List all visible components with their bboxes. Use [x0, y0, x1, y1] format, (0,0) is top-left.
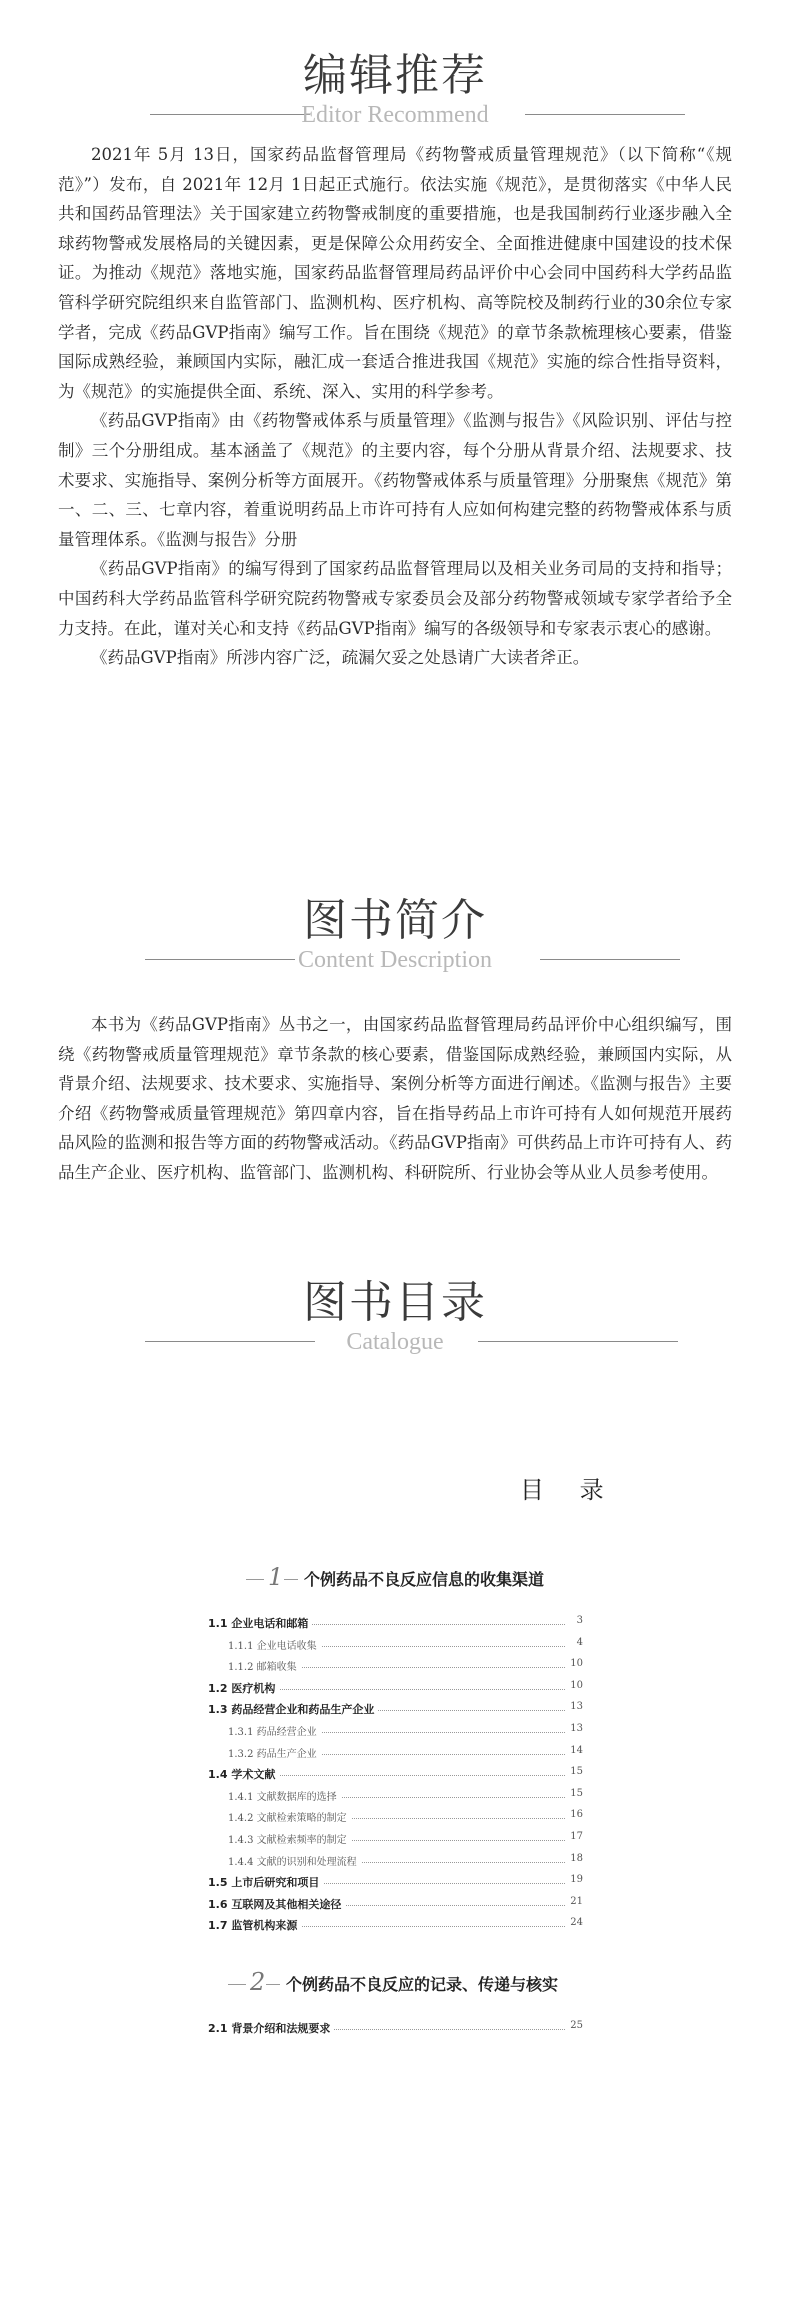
toc-entry-label: 1.1.1 企业电话收集	[228, 1637, 321, 1652]
toc-entry-label: 1.4.1 文献数据库的选择	[228, 1788, 341, 1803]
toc-entry[interactable]	[228, 1831, 583, 1847]
toc-page-number: 10	[570, 1658, 583, 1670]
toc-entry-label: 1.3.2 药品生产企业	[228, 1745, 321, 1760]
toc-entry-label: 1.4.2 文献检索策略的制定	[228, 1809, 351, 1824]
toc-page-number: 15	[570, 1766, 583, 1778]
paragraph: 2021年 5月 13日，国家药品监督管理局《药物警戒质量管理规范》（以下简称“《规范》”）发布，自 2021年 12月 1日起正式施行。依法实施《规范》，是贯彻落实《中华人民共和国药品管理法》关于国家建立药物警戒制度的重要措施，也是我国制药行业逐步融入全球药物警戒发展格局的关键因素，更是保障公众用药安全、全面推进健康中国建设的技术保证。为推动《规范》落地实施，国家药品监督管理局药品评价中心会同中国药科大学药品监管科学研究院组织来自监管部门、监测机构、医疗机构、高等院校及制药行业的30余位专家学者，完成《药品GVP指南》编写工作。旨在围绕《规范》的章节条款梳理核心要素，借鉴国际成熟经验，兼顾国内实际，融汇成一套适合推进我国《规范》实施的综合性指导资料，为《规范》的实施提供全面、系统、深入、实用的科学参考。	[58, 145, 732, 401]
toc-entry[interactable]	[208, 1680, 583, 1696]
chapter-number: 1	[268, 1563, 284, 1591]
toc-entry-label: 1.6 互联网及其他相关途径	[208, 1896, 345, 1912]
content-title-zh: 图书简介	[303, 895, 487, 946]
toc-page-number: 15	[570, 1787, 583, 1799]
editor-recommend-text	[58, 140, 732, 673]
chapter-dash-left	[246, 1579, 264, 1580]
toc-entry-label: 1.1 企业电话和邮箱	[208, 1615, 312, 1631]
toc-page-number: 10	[570, 1679, 583, 1691]
toc-entry[interactable]	[228, 1658, 583, 1674]
chapter-dash-right	[284, 1579, 298, 1580]
toc-page-number: 13	[570, 1723, 583, 1734]
catalogue-title-zh: 图书目录	[303, 1277, 487, 1328]
toc-entry-label: 1.4.4 文献的识别和处理流程	[228, 1853, 361, 1868]
toc-entry[interactable]	[208, 2020, 583, 2036]
toc-entry[interactable]	[228, 1809, 583, 1825]
toc-entry-label: 2.1 背景介绍和法规要求	[208, 2020, 334, 2036]
toc-entry-label: 1.7 监管机构来源	[208, 1917, 301, 1933]
toc-entry-label: 1.4.3 文献检索频率的制定	[228, 1831, 351, 1846]
chapter-dash-left	[228, 1984, 246, 1985]
toc-entry-label: 1.5 上市后研究和项目	[208, 1874, 323, 1890]
toc-page-number: 25	[570, 2020, 583, 2031]
toc-page-number: 14	[570, 1744, 583, 1756]
toc-page-number: 17	[570, 1831, 583, 1842]
editor-title-zh: 编辑推荐	[303, 50, 487, 101]
toc-entry[interactable]	[208, 1701, 583, 1717]
chapter-heading	[0, 1565, 790, 1595]
toc-page-number: 13	[570, 1701, 583, 1713]
toc-page-number: 18	[570, 1852, 583, 1864]
toc-entry-label: 1.4 学术文献	[208, 1766, 279, 1782]
toc-entry[interactable]	[228, 1788, 583, 1804]
toc-entry[interactable]	[228, 1853, 583, 1869]
toc-entry-label: 1.3 药品经营企业和药品生产企业	[208, 1701, 378, 1717]
chapter-heading	[0, 1970, 790, 2000]
toc-entry[interactable]	[228, 1723, 583, 1739]
toc-entry-label: 1.3.1 药品经营企业	[228, 1723, 321, 1738]
content-title-en: Content Description	[298, 947, 492, 973]
toc-entry[interactable]	[208, 1896, 583, 1912]
chapter-number: 2	[250, 1968, 266, 1996]
toc-entry-label: 1.1.2 邮箱收集	[228, 1658, 301, 1673]
toc-title: 目 录	[520, 1476, 618, 1504]
toc-page-number: 16	[570, 1809, 583, 1821]
toc-entry[interactable]	[208, 1615, 583, 1631]
paragraph: 《药品GVP指南》所涉内容广泛，疏漏欠妥之处恳请广大读者斧正。	[91, 648, 590, 668]
editor-section-header	[0, 48, 790, 130]
toc-entry[interactable]	[228, 1637, 583, 1653]
toc-page-number: 24	[570, 1917, 583, 1929]
toc-entry[interactable]	[208, 1874, 583, 1890]
paragraph: 《药品GVP指南》的编写得到了国家药品监督管理局以及相关业务司局的支持和指导；中国药科大学药品监管科学研究院药物警戒专家委员会及部分药物警戒领域专家学者给予全力支持。在此，谨对关心和支持《药品GVP指南》编写的各级领导和专家表示衷心的感谢。	[58, 559, 732, 638]
toc-entry[interactable]	[208, 1766, 583, 1782]
chapter-dash-right	[266, 1984, 280, 1985]
toc-entry[interactable]	[208, 1917, 583, 1933]
catalogue-title-en: Catalogue	[346, 1329, 444, 1355]
toc-page-number: 4	[576, 1636, 583, 1648]
editor-title-en: Editor Recommend	[301, 102, 489, 128]
toc-page-number: 3	[576, 1615, 583, 1626]
toc-entry[interactable]	[228, 1745, 583, 1761]
chapter-title: 个例药品不良反应信息的收集渠道	[304, 1570, 545, 1589]
content-section-header	[0, 893, 790, 975]
paragraph: 本书为《药品GVP指南》丛书之一，由国家药品监督管理局药品评价中心组织编写，围绕《药物警戒质量管理规范》章节条款的核心要素，借鉴国际成熟经验，兼顾国内实际，从背景介绍、法规要求、技术要求、实施指导、案例分析等方面进行阐述。《监测与报告》主要介绍《药物警戒质量管理规范》第四章内容，旨在指导药品上市许可持有人如何规范开展药品风险的监测和报告等方面的药物警戒活动。《药品GVP指南》可供药品上市许可持有人、药品生产企业、医疗机构、监管部门、监测机构、科研院所、行业协会等从业人员参考使用。	[58, 1015, 732, 1182]
toc-entry-label: 1.2 医疗机构	[208, 1680, 279, 1696]
chapter-title: 个例药品不良反应的记录、传递与核实	[286, 1975, 559, 1994]
paragraph: 《药品GVP指南》由《药物警戒体系与质量管理》《监测与报告》《风险识别、评估与控制》三个分册组成。基本涵盖了《规范》的主要内容，每个分册从背景介绍、法规要求、技术要求、实施指导、案例分析等方面展开。《药物警戒体系与质量管理》分册聚焦《规范》第一、二、三、七章内容，着重说明药品上市许可持有人应如何构建完整的药物警戒体系与质量管理体系。《监测与报告》分册	[58, 411, 732, 549]
content-description-text	[58, 1010, 732, 1188]
catalogue-section-header	[0, 1275, 790, 1357]
toc-page-number: 19	[570, 1874, 583, 1886]
toc-page-number: 21	[570, 1895, 583, 1907]
